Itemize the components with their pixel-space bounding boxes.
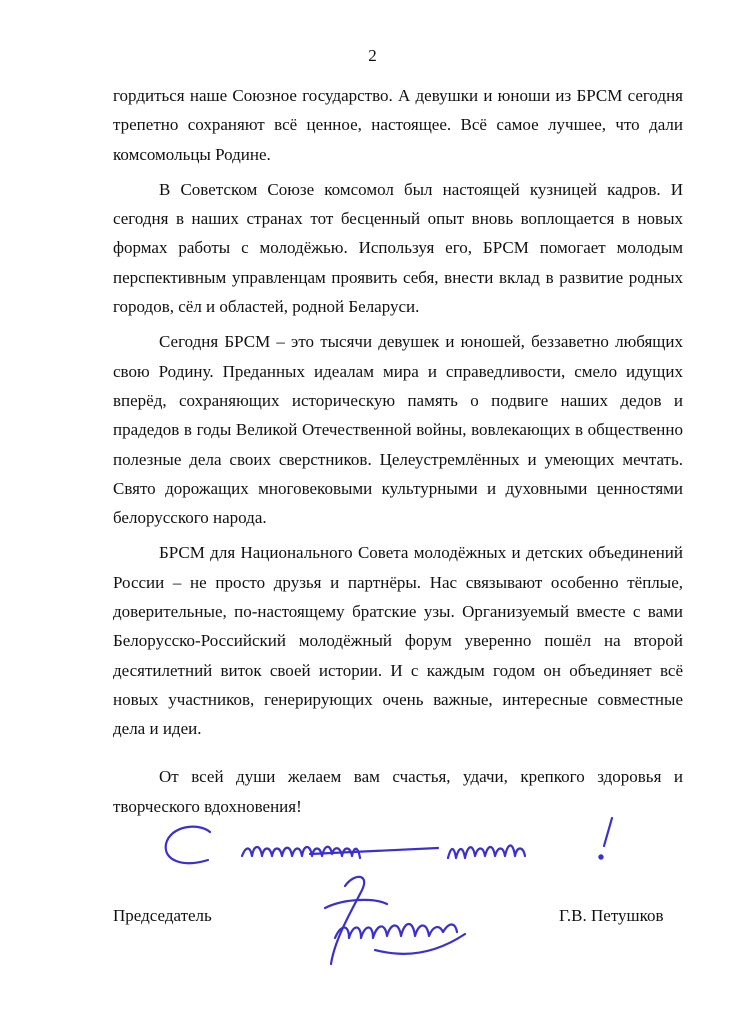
- handwriting-stroke: [599, 855, 602, 858]
- position-label: Председатель: [113, 906, 212, 925]
- paragraph: В Советском Союзе комсомол был настоящей кузницей кадров. И сегодня в наших странах тот бесценный опыт вновь воплощается в новых формах работы с молодёжью. Используя его, БРСМ помогает молодым перспективным управленцам проявить себя, внести вклад в развитие родных городов, сёл и областей, родной Беларуси.: [113, 179, 683, 317]
- signatory-name: Г.В. Петушков: [559, 906, 664, 925]
- paragraph: БРСМ для Национального Совета молодёжных и детских объединений России – не просто друзья и партнёры. Нас связывают особенно тёплые, доверительные, по-настоящему братские узы. Организуемый вместе с вами Белорусско-Российский молодёжный форум уверенно пошёл на второй десятилетний виток своей истории. И с каждым годом он объединяет всё новых участников, генерирующих очень важные, интересные совместные дела и идеи.: [113, 543, 683, 739]
- closing-wishes: От всей души желаем вам счастья, удачи, крепкого здоровья и творческого вдохновения!: [113, 767, 683, 816]
- signature-stroke: [335, 924, 457, 938]
- page-number: 2: [368, 46, 377, 65]
- letter-body: [113, 81, 683, 750]
- signature-stroke: [331, 877, 364, 964]
- handwriting-stroke: [166, 827, 210, 863]
- signature: [315, 868, 505, 978]
- paragraph: Сегодня БРСМ – это тысячи девушек и юношей, беззаветно любящих свою Родину. Преданных идеалам мира и справедливости, смело идущих вперёд, сохраняющих историческую память о подвиге наших дедов и прадедов в годы Великой Отечественной войны, вовлекающих в общественно полезные дела своих сверстников. Целеустремлённых и умеющих мечтать. Свято дорожащих многовековыми культурными и духовными ценностями белорусского народа.: [113, 332, 683, 528]
- paragraph: гордиться наше Союзное государство. А девушки и юноши из БРСМ сегодня трепетно сохраняют всё ценное, настоящее. Всё самое лучшее, что дали комсомольцы Родине.: [113, 86, 683, 164]
- handwriting-stroke: [448, 846, 525, 859]
- handwriting-stroke: [604, 818, 612, 846]
- signature-stroke: [375, 934, 465, 954]
